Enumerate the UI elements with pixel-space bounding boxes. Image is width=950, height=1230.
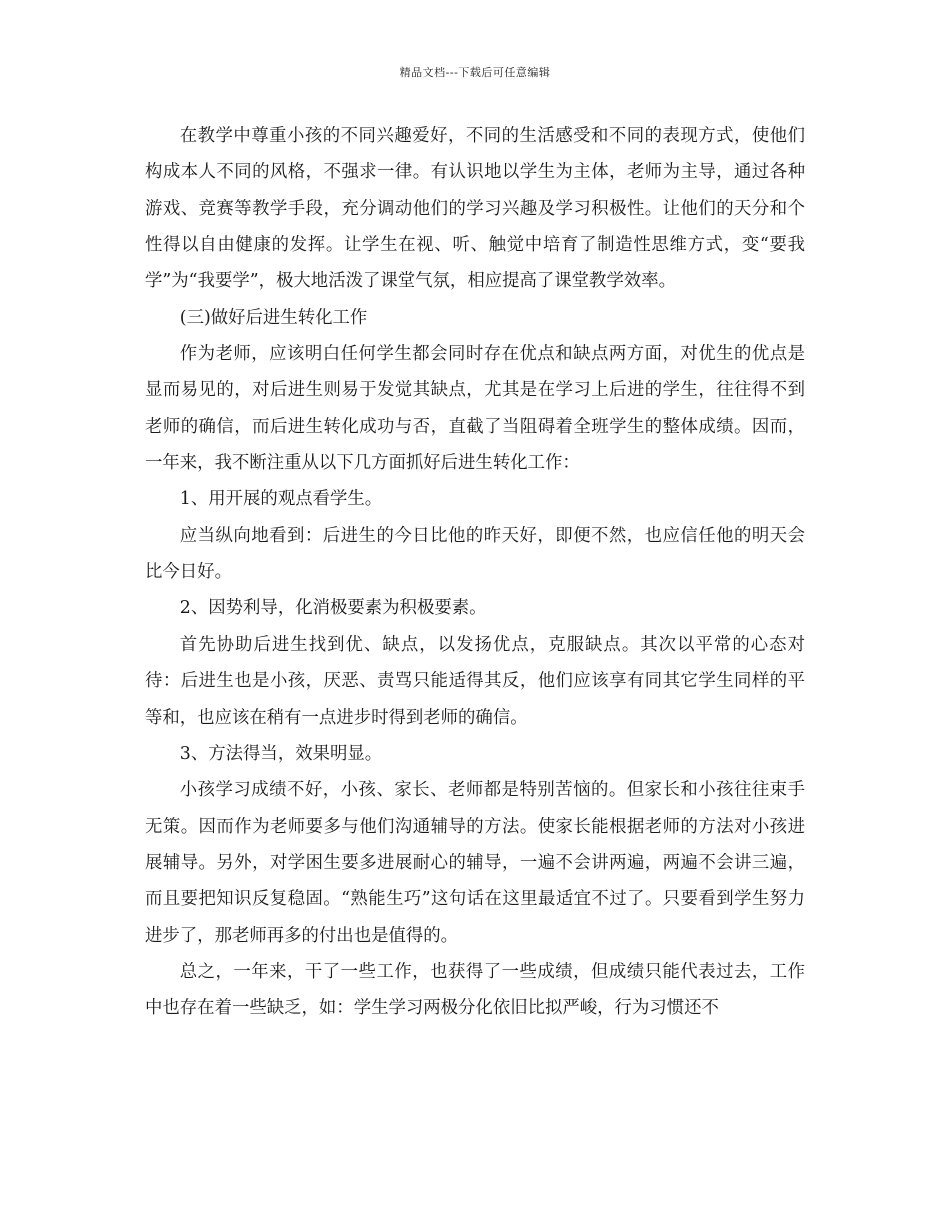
- list-item-heading: 3、方法得当，效果明显。: [179, 743, 383, 764]
- paragraph: 总之，一年来，干了一些工作，也获得了一些成绩，但成绩只能代表过去，工作中也存在着一些缺乏，如：学生学习两极分化依旧比拟严峻，行为习惯还不: [145, 961, 805, 1019]
- paragraph: 作为老师，应该明白任何学生都会同时存在优点和缺点两方面，对优生的优点是显而易见的，对后进生则易于发觉其缺点，尤其是在学习上后进的学生，往往得不到老师的确信，而后进生转化成功与否，直截了当阻碍着全班学生的整体成绩。因而，一年来，我不断注重从以下几方面抓好后进生转化工作：: [145, 344, 805, 474]
- section-heading: (三)做好后进生转化工作: [179, 307, 368, 328]
- list-item-heading: 1、用开展的观点看学生。: [179, 489, 383, 510]
- paragraph: 首先协助后进生找到优、缺点，以发扬优点，克服缺点。其次以平常的心态对待：后进生也是小孩，厌恶、责骂只能适得其反，他们应该享有同其它学生同样的平等和，也应该在稍有一点进步时得到老师的确信。: [145, 634, 805, 728]
- page-header: 精品文档---下载后可任意编辑: [399, 66, 551, 79]
- list-item-heading: 2、因势利导，化消极要素为积极要素。: [179, 598, 487, 619]
- paragraph: 应当纵向地看到：后进生的今日比他的昨天好，即便不然，也应信任他的明天会比今日好。: [145, 525, 805, 583]
- paragraph: 在教学中尊重小孩的不同兴趣爱好，不同的生活感受和不同的表现方式，使他们构成本人不同的风格，不强求一律。有认识地以学生为主体，老师为主导，通过各种游戏、竞赛等教学手段，充分调动他们的学习兴趣及学习积极性。让他们的天分和个性得以自由健康的发挥。让学生在视、听、触觉中培育了制造性思维方式，变“要我学”为“我要学”，极大地活泼了课堂气氛，相应提高了课堂教学效率。: [145, 126, 805, 292]
- paragraph: 小孩学习成绩不好，小孩、家长、老师都是特别苦恼的。但家长和小孩往往束手无策。因而作为老师要多与他们沟通辅导的方法。使家长能根据老师的方法对小孩进展辅导。另外，对学困生要多进展耐心的辅导，一遍不会讲两遍，两遍不会讲三遍，而且要把知识反复稳固。“熟能生巧”这句话在这里最适宜不过了。只要看到学生努力进步了，那老师再多的付出也是值得的。: [145, 780, 805, 946]
- document-body: [145, 118, 805, 1027]
